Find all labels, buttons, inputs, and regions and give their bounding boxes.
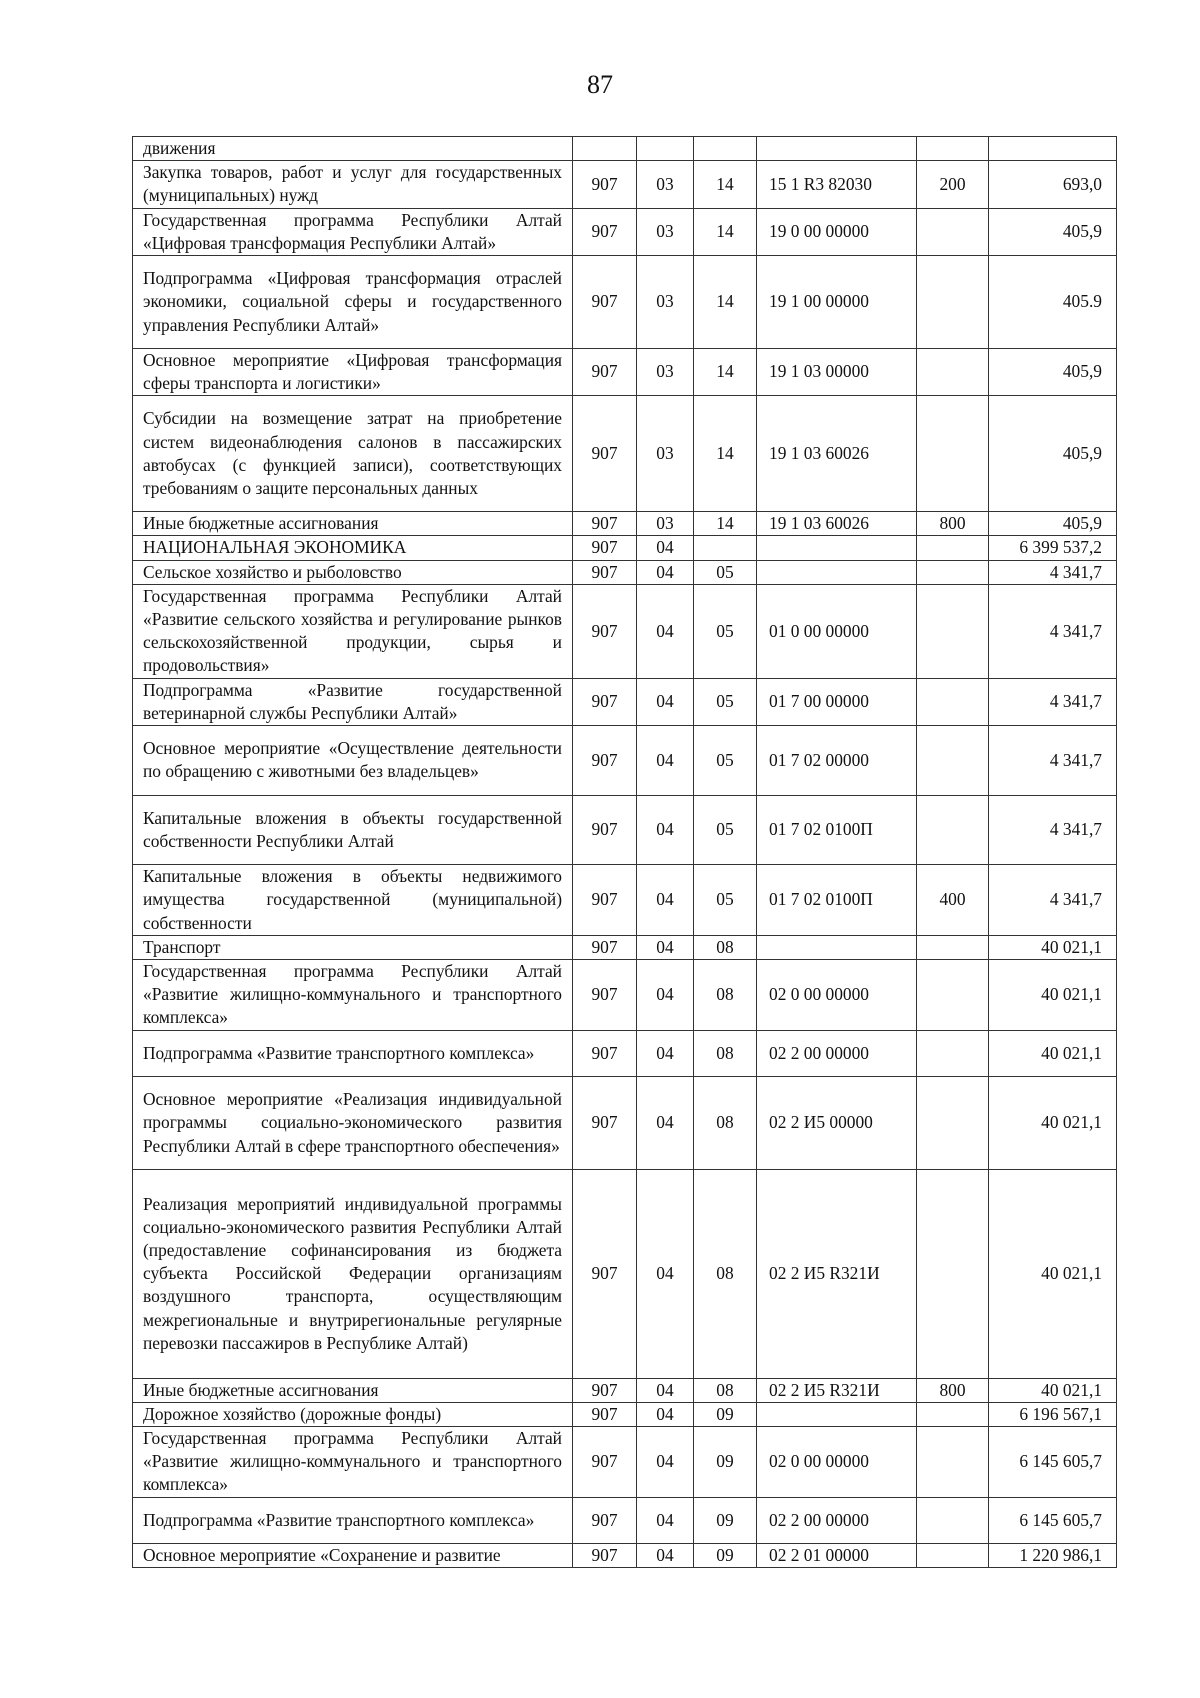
cell-sum: 6 145 605,7	[989, 1497, 1117, 1543]
cell-ved: 907	[573, 396, 637, 512]
cell-vr	[917, 256, 989, 349]
cell-vr	[917, 536, 989, 560]
table-row	[133, 512, 1117, 536]
cell-rz: 03	[637, 208, 694, 255]
cell-sum: 4 341,7	[989, 678, 1117, 725]
cell-ved: 907	[573, 536, 637, 560]
cell-vr	[917, 396, 989, 512]
cell-pr: 05	[694, 865, 757, 936]
cell-csr: 02 2 И5 00000	[757, 1077, 917, 1170]
cell-ved: 907	[573, 1169, 637, 1378]
cell-vr	[917, 1169, 989, 1378]
cell-csr	[757, 1402, 917, 1426]
cell-csr	[757, 935, 917, 959]
cell-vr	[917, 726, 989, 796]
cell-csr: 01 0 00 00000	[757, 584, 917, 678]
cell-pr: 08	[694, 1077, 757, 1170]
cell-ved	[573, 137, 637, 161]
cell-ved: 907	[573, 726, 637, 796]
cell-rz: 04	[637, 560, 694, 584]
table-row	[133, 935, 1117, 959]
cell-pr: 08	[694, 960, 757, 1031]
cell-pr: 14	[694, 161, 757, 208]
cell-vr: 200	[917, 161, 989, 208]
cell-csr: 01 7 00 00000	[757, 678, 917, 725]
table-row	[133, 584, 1117, 678]
cell-sum: 40 021,1	[989, 1077, 1117, 1170]
cell-sum: 405.9	[989, 256, 1117, 349]
cell-csr: 19 0 00 00000	[757, 208, 917, 255]
cell-vr	[917, 795, 989, 865]
cell-ved: 907	[573, 1497, 637, 1543]
cell-pr	[694, 536, 757, 560]
cell-sum: 405,9	[989, 512, 1117, 536]
cell-rz: 03	[637, 161, 694, 208]
table-row	[133, 960, 1117, 1031]
cell-rz: 04	[637, 1169, 694, 1378]
cell-sum: 4 341,7	[989, 584, 1117, 678]
cell-vr	[917, 208, 989, 255]
cell-name: Основное мероприятие «Реализация индивидуальной программы социально-экономического развития Республики Алтай в сфере транспортного обеспечения»	[133, 1077, 573, 1170]
cell-csr: 02 0 00 00000	[757, 1427, 917, 1498]
cell-ved: 907	[573, 1402, 637, 1426]
cell-pr: 14	[694, 348, 757, 395]
cell-rz: 04	[637, 1427, 694, 1498]
cell-name: Реализация мероприятий индивидуальной программы социально-экономического развития Республики Алтай (предоставление софинансирования из бюджета субъекта Российской Федерации организациям воздушного транспорта, осуществляющим межрегиональные и внутрирегиональные регулярные перевозки пассажиров в Республике Алтай)	[133, 1169, 573, 1378]
cell-ved: 907	[573, 960, 637, 1031]
cell-pr: 05	[694, 726, 757, 796]
cell-name: Транспорт	[133, 935, 573, 959]
cell-csr: 19 1 03 60026	[757, 512, 917, 536]
table-row	[133, 208, 1117, 255]
table-row	[133, 865, 1117, 936]
cell-sum: 6 145 605,7	[989, 1427, 1117, 1498]
cell-name: Иные бюджетные ассигнования	[133, 512, 573, 536]
cell-pr: 09	[694, 1427, 757, 1498]
cell-csr: 01 7 02 0100П	[757, 795, 917, 865]
cell-name: Государственная программа Республики Алтай «Цифровая трансформация Республики Алтай»	[133, 208, 573, 255]
cell-pr: 09	[694, 1544, 757, 1568]
cell-rz: 04	[637, 865, 694, 936]
cell-pr: 05	[694, 584, 757, 678]
cell-rz: 03	[637, 348, 694, 395]
cell-rz: 04	[637, 1030, 694, 1076]
cell-pr: 05	[694, 678, 757, 725]
cell-sum: 405,9	[989, 396, 1117, 512]
table-row	[133, 1030, 1117, 1076]
cell-sum: 405,9	[989, 208, 1117, 255]
cell-pr	[694, 137, 757, 161]
cell-name: Субсидии на возмещение затрат на приобретение систем видеонаблюдения салонов в пассажирских автобусах (с функцией записи), соответствующих требованиям о защите персональных данных	[133, 396, 573, 512]
table-row	[133, 1427, 1117, 1498]
cell-ved: 907	[573, 795, 637, 865]
cell-pr: 14	[694, 208, 757, 255]
table-row	[133, 256, 1117, 349]
cell-name: Подпрограмма «Развитие транспортного комплекса»	[133, 1497, 573, 1543]
cell-sum: 4 341,7	[989, 560, 1117, 584]
cell-csr: 01 7 02 00000	[757, 726, 917, 796]
cell-name: НАЦИОНАЛЬНАЯ ЭКОНОМИКА	[133, 536, 573, 560]
table-row	[133, 536, 1117, 560]
cell-pr: 08	[694, 1378, 757, 1402]
cell-vr	[917, 1077, 989, 1170]
cell-sum: 40 021,1	[989, 960, 1117, 1031]
cell-rz: 03	[637, 256, 694, 349]
table-row	[133, 137, 1117, 161]
table-row	[133, 560, 1117, 584]
cell-name: Подпрограмма «Развитие транспортного комплекса»	[133, 1030, 573, 1076]
cell-sum: 40 021,1	[989, 1169, 1117, 1378]
cell-name: Подпрограмма «Цифровая трансформация отраслей экономики, социальной сферы и государственного управления Республики Алтай»	[133, 256, 573, 349]
cell-name: движения	[133, 137, 573, 161]
cell-rz: 04	[637, 935, 694, 959]
cell-name: Сельское хозяйство и рыболовство	[133, 560, 573, 584]
cell-rz: 04	[637, 1378, 694, 1402]
cell-csr	[757, 137, 917, 161]
cell-csr: 15 1 R3 82030	[757, 161, 917, 208]
cell-name: Государственная программа Республики Алтай «Развитие жилищно-коммунального и транспортного комплекса»	[133, 1427, 573, 1498]
cell-ved: 907	[573, 208, 637, 255]
cell-sum: 4 341,7	[989, 865, 1117, 936]
cell-vr	[917, 1427, 989, 1498]
budget-table	[132, 136, 1117, 1568]
cell-ved: 907	[573, 1077, 637, 1170]
cell-rz	[637, 137, 694, 161]
cell-name: Капитальные вложения в объекты государственной собственности Республики Алтай	[133, 795, 573, 865]
cell-csr: 02 2 00 00000	[757, 1497, 917, 1543]
table-row	[133, 1497, 1117, 1543]
cell-ved: 907	[573, 1427, 637, 1498]
cell-name: Государственная программа Республики Алтай «Развитие сельского хозяйства и регулирование рынков сельскохозяйственной продукции, сырья и продовольствия»	[133, 584, 573, 678]
cell-ved: 907	[573, 678, 637, 725]
cell-csr: 19 1 00 00000	[757, 256, 917, 349]
cell-rz: 04	[637, 795, 694, 865]
cell-name: Государственная программа Республики Алтай «Развитие жилищно-коммунального и транспортного комплекса»	[133, 960, 573, 1031]
table-row	[133, 678, 1117, 725]
cell-vr	[917, 348, 989, 395]
cell-csr: 02 2 01 00000	[757, 1544, 917, 1568]
cell-rz: 04	[637, 960, 694, 1031]
cell-pr: 08	[694, 935, 757, 959]
cell-rz: 03	[637, 396, 694, 512]
cell-vr	[917, 1402, 989, 1426]
cell-ved: 907	[573, 512, 637, 536]
cell-csr: 02 2 00 00000	[757, 1030, 917, 1076]
cell-pr: 05	[694, 560, 757, 584]
cell-rz: 04	[637, 1077, 694, 1170]
cell-rz: 04	[637, 1497, 694, 1543]
cell-sum: 40 021,1	[989, 935, 1117, 959]
cell-ved: 907	[573, 256, 637, 349]
cell-pr: 08	[694, 1030, 757, 1076]
cell-pr: 05	[694, 795, 757, 865]
cell-csr: 01 7 02 0100П	[757, 865, 917, 936]
cell-rz: 04	[637, 1544, 694, 1568]
table-row	[133, 795, 1117, 865]
cell-rz: 03	[637, 512, 694, 536]
cell-vr: 400	[917, 865, 989, 936]
cell-vr	[917, 935, 989, 959]
cell-rz: 04	[637, 584, 694, 678]
cell-csr: 19 1 03 60026	[757, 396, 917, 512]
cell-vr: 800	[917, 512, 989, 536]
cell-sum: 6 399 537,2	[989, 536, 1117, 560]
cell-ved: 907	[573, 348, 637, 395]
cell-ved: 907	[573, 161, 637, 208]
cell-name: Основное мероприятие «Осуществление деятельности по обращению с животными без владельцев»	[133, 726, 573, 796]
table-row	[133, 161, 1117, 208]
cell-sum: 1 220 986,1	[989, 1544, 1117, 1568]
table-row	[133, 1378, 1117, 1402]
cell-vr	[917, 1497, 989, 1543]
table-row	[133, 1077, 1117, 1170]
cell-pr: 09	[694, 1402, 757, 1426]
table-row	[133, 1169, 1117, 1378]
cell-vr	[917, 678, 989, 725]
cell-pr: 08	[694, 1169, 757, 1378]
cell-sum: 405,9	[989, 348, 1117, 395]
cell-ved: 907	[573, 1378, 637, 1402]
cell-name: Основное мероприятие «Цифровая трансформация сферы транспорта и логистики»	[133, 348, 573, 395]
table-row	[133, 396, 1117, 512]
page-number: 87	[587, 70, 613, 99]
cell-pr: 09	[694, 1497, 757, 1543]
table-row	[133, 1544, 1117, 1568]
cell-ved: 907	[573, 1030, 637, 1076]
cell-vr	[917, 137, 989, 161]
cell-vr	[917, 1544, 989, 1568]
cell-sum	[989, 137, 1117, 161]
cell-sum: 6 196 567,1	[989, 1402, 1117, 1426]
cell-name: Закупка товаров, работ и услуг для государственных (муниципальных) нужд	[133, 161, 573, 208]
cell-csr	[757, 536, 917, 560]
cell-csr: 19 1 03 00000	[757, 348, 917, 395]
cell-vr	[917, 584, 989, 678]
cell-vr: 800	[917, 1378, 989, 1402]
cell-pr: 14	[694, 396, 757, 512]
cell-pr: 14	[694, 256, 757, 349]
cell-sum: 40 021,1	[989, 1030, 1117, 1076]
cell-csr	[757, 560, 917, 584]
cell-ved: 907	[573, 584, 637, 678]
cell-name: Иные бюджетные ассигнования	[133, 1378, 573, 1402]
cell-csr: 02 2 И5 R321И	[757, 1378, 917, 1402]
cell-ved: 907	[573, 935, 637, 959]
cell-name: Дорожное хозяйство (дорожные фонды)	[133, 1402, 573, 1426]
cell-rz: 04	[637, 536, 694, 560]
cell-csr: 02 2 И5 R321И	[757, 1169, 917, 1378]
budget-table-body	[133, 137, 1117, 1568]
cell-name: Основное мероприятие «Сохранение и развитие	[133, 1544, 573, 1568]
cell-sum: 4 341,7	[989, 726, 1117, 796]
cell-sum: 40 021,1	[989, 1378, 1117, 1402]
cell-rz: 04	[637, 678, 694, 725]
cell-rz: 04	[637, 1402, 694, 1426]
cell-rz: 04	[637, 726, 694, 796]
table-row	[133, 1402, 1117, 1426]
cell-name: Капитальные вложения в объекты недвижимого имущества государственной (муниципальной) собственности	[133, 865, 573, 936]
table-row	[133, 726, 1117, 796]
cell-name: Подпрограмма «Развитие государственной ветеринарной службы Республики Алтай»	[133, 678, 573, 725]
cell-csr: 02 0 00 00000	[757, 960, 917, 1031]
cell-ved: 907	[573, 1544, 637, 1568]
cell-vr	[917, 560, 989, 584]
cell-ved: 907	[573, 865, 637, 936]
cell-ved: 907	[573, 560, 637, 584]
cell-vr	[917, 960, 989, 1031]
cell-vr	[917, 1030, 989, 1076]
cell-sum: 4 341,7	[989, 795, 1117, 865]
table-row	[133, 348, 1117, 395]
cell-pr: 14	[694, 512, 757, 536]
cell-sum: 693,0	[989, 161, 1117, 208]
